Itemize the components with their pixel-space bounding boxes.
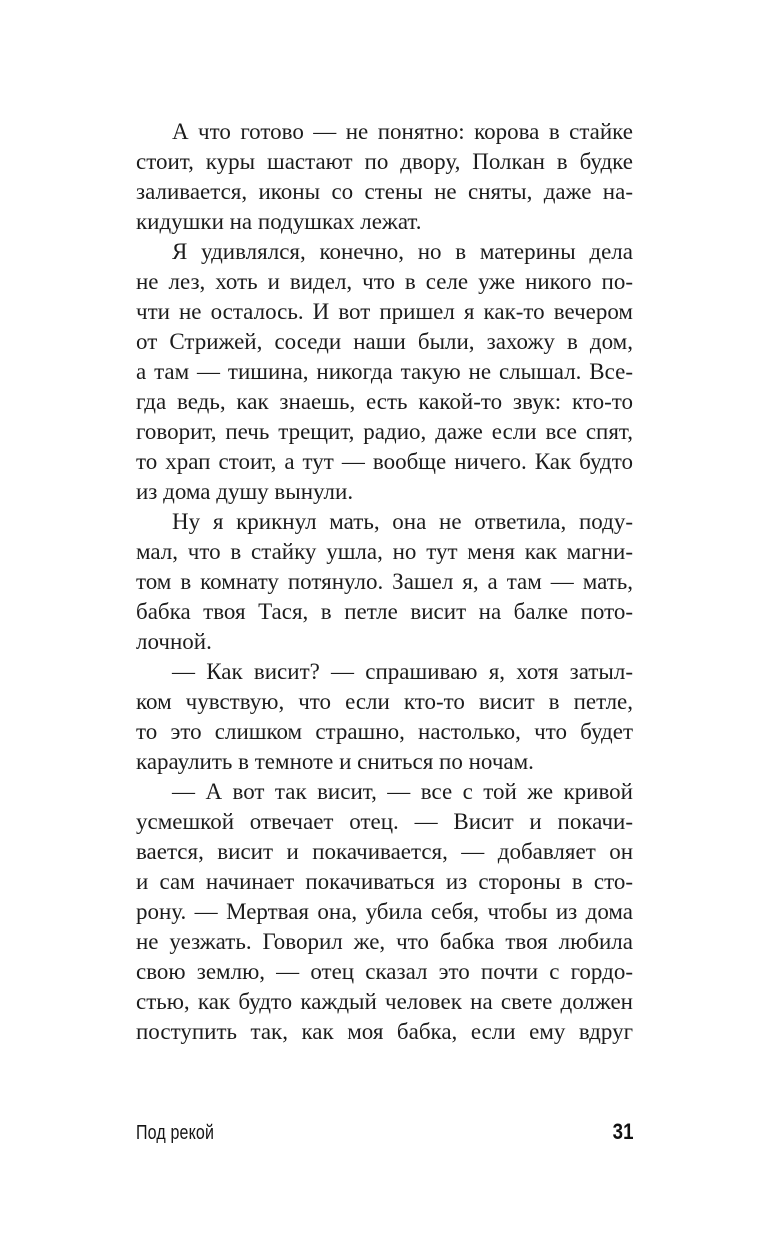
text-line: то храп стоит, а тут — вообще ничего. Как будто [136,449,633,474]
text-line: Я удивлялся, конечно, но в материны дела [172,239,633,264]
text-line: не уезжать. Говорил же, что бабка твоя любила [136,929,633,954]
text-line: говорит, печь трещит, радио, даже если все спят, [136,419,633,444]
text-line: и сам начинает покачиваться из стороны в сто- [136,869,633,894]
text-line: А что готово — не понятно: корова в стайке [172,119,633,144]
paragraph [136,507,633,657]
text-line: том в комнату потянуло. Зашел я, а там — мать, [136,569,633,594]
text-line: то это слишком страшно, настолько, что будет [136,719,633,744]
text-line: ком чувствую, что если кто-то висит в петле, [136,689,633,714]
text-line: заливается, иконы со стены не сняты, даже на- [136,179,633,204]
text-line: гда ведь, как знаешь, есть какой-то звук: кто-то [136,389,633,414]
text-line: от Стрижей, соседи наши были, захожу в дом, [136,329,633,354]
text-line: рону. — Мертвая она, убила себя, чтобы из дома [136,899,633,924]
text-line: — А вот так висит, — все с той же кривой [172,779,633,804]
paragraph [136,777,633,1047]
text-line: чти не осталось. И вот пришел я как-то вечером [136,299,633,324]
text-line: а там — тишина, никогда такую не слышал. Все- [136,359,633,384]
text-line: караулить в темноте и сниться по ночам. [136,749,534,774]
text-line: Ну я крикнул мать, она не ответила, поду- [172,509,633,534]
text-line: стью, как будто каждый человек на свете должен [136,989,633,1014]
text-line: мал, что в стайку ушла, но тут меня как магни- [136,539,633,564]
text-line: — Как висит? — спрашиваю я, хотя затыл- [172,659,633,684]
paragraph [136,237,633,507]
text-line: из дома душу вынули. [136,479,354,504]
body-text [136,117,633,1047]
paragraph [136,117,633,237]
text-line: кидушки на подушках лежат. [136,209,422,234]
text-line: бабка твоя Тася, в петле висит на балке пото- [136,599,633,624]
text-line: свою землю, — отец сказал это почти с гордо- [136,959,633,984]
text-line: лочной. [136,629,212,654]
page-footer [136,1119,633,1145]
page-number: 31 [612,1119,633,1144]
text-line: усмешкой отвечает отец. — Висит и покачи- [136,809,633,834]
paragraph [136,657,633,777]
text-line: стоит, куры шастают по двору, Полкан в будке [136,149,633,174]
text-line: не лез, хоть и видел, что в селе уже никого по- [136,269,633,294]
text-line: вается, висит и покачивается, — добавляет он [136,839,633,864]
running-title: Под рекой [136,1122,215,1144]
text-line: поступить так, как моя бабка, если ему вдруг [136,1019,633,1044]
